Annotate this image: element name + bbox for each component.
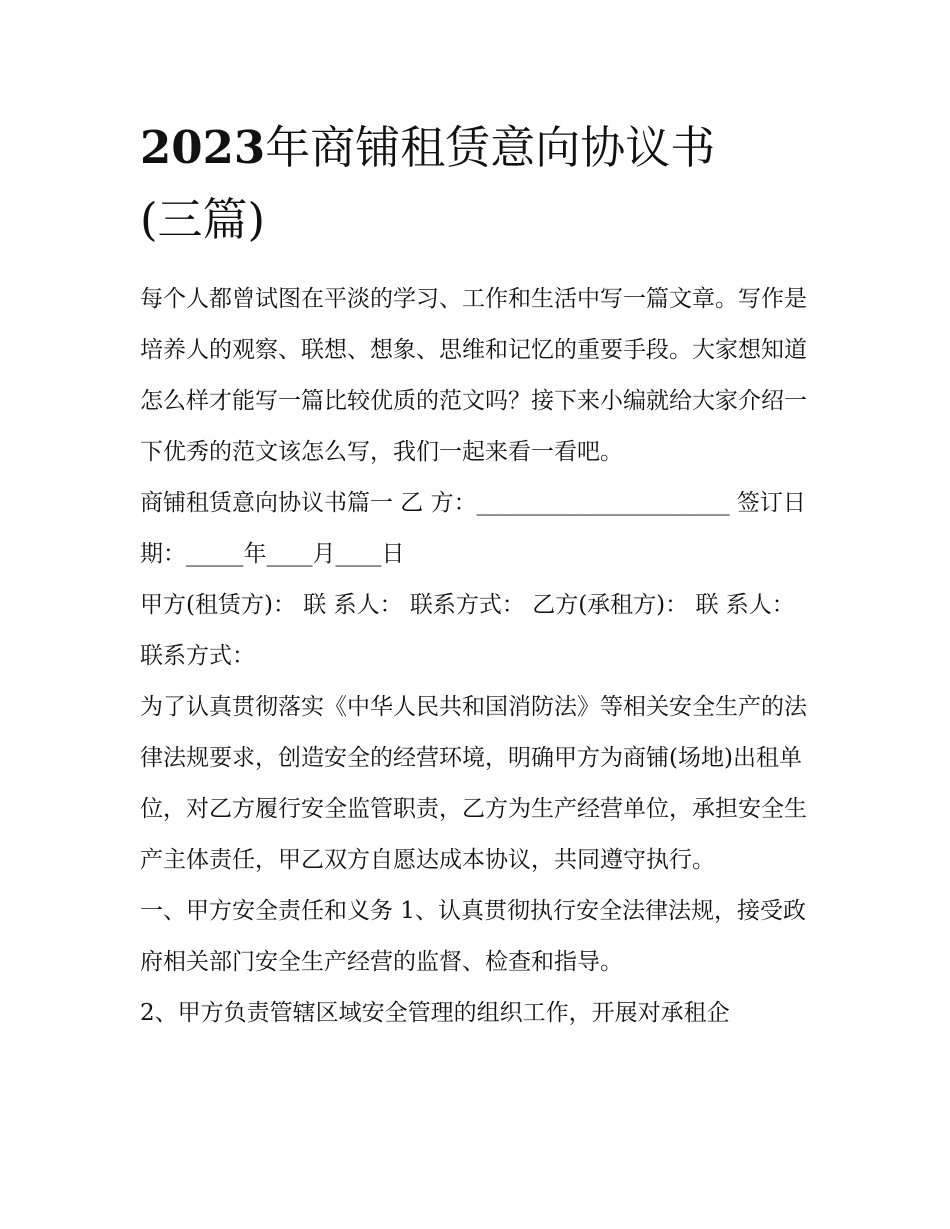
paragraph-duty-1: 一、甲方安全责任和义务 1、认真贯彻执行安全法律法规，接受政府相关部门安全生产经营的监督、检查和指导。 [140, 898, 806, 975]
document-title [140, 112, 820, 256]
paragraph-contacts: 甲方(租赁方)： 联 系人： 联系方式： 乙方(承租方)： 联 系人： 联系方式： [140, 592, 795, 669]
paragraph-parties-date: 商铺租赁意向协议书篇一 乙 方：______________________ 签订日期：_____年____月____日 [140, 490, 806, 567]
title-year: 2023 [140, 121, 266, 174]
paragraph-purpose: 为了认真贯彻落实《中华人民共和国消防法》等相关安全生产的法律法规要求，创造安全的经营环境，明确甲方为商铺(场地)出租单位，对乙方履行安全监管职责，乙方为生产经营单位，承担安全生产主体责任，甲乙双方自愿达成本协议，共同遵守执行。 [140, 694, 807, 873]
title-subtitle: (三篇) [140, 193, 266, 246]
title-text: 年商铺租赁意向协议书 [265, 121, 716, 174]
document-body [140, 274, 820, 1039]
paragraph-intro: 每个人都曾试图在平淡的学习、工作和生活中写一篇文章。写作是培养人的观察、联想、想象、思维和记忆的重要手段。大家想知道怎么样才能写一篇比较优质的范文吗？接下来小编就给大家介绍一下优秀的范文该怎么写，我们一起来看一看吧。 [140, 286, 807, 465]
document-page [140, 112, 820, 1039]
paragraph-duty-2: 2、甲方负责管辖区域安全管理的组织工作，开展对承租企 [140, 1000, 730, 1026]
